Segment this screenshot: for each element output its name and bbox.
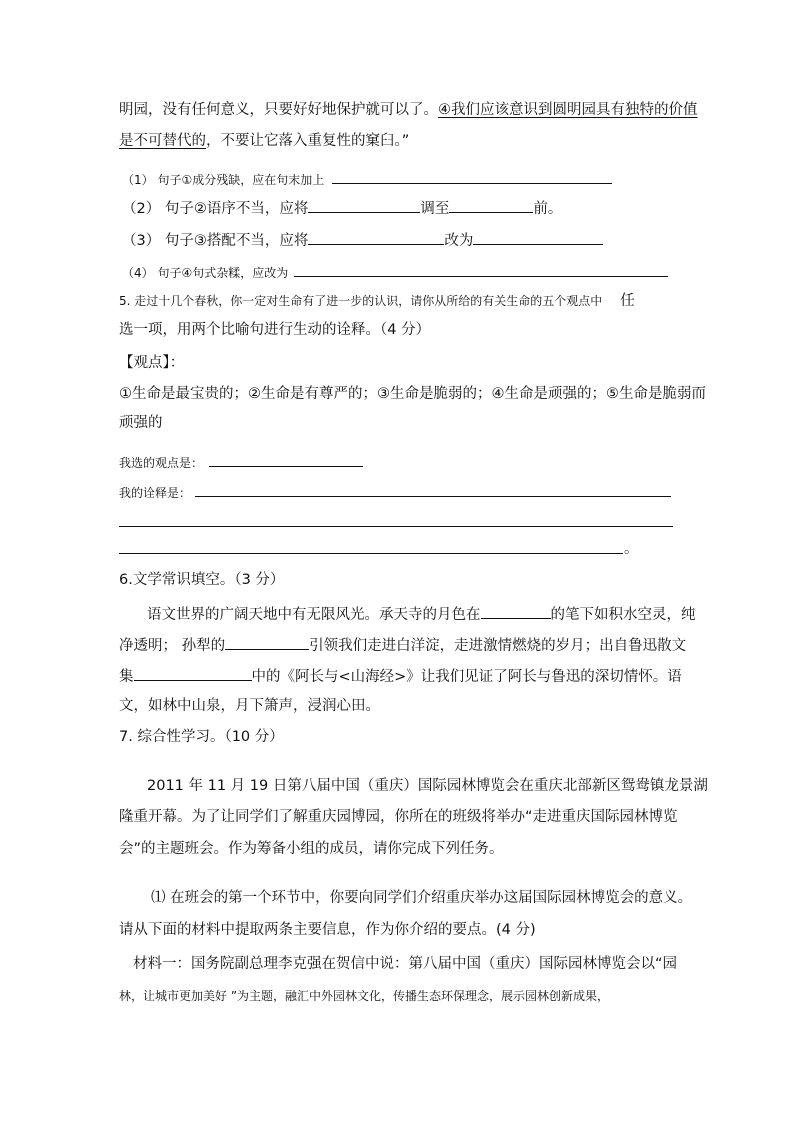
- answer-blank[interactable]: [332, 169, 612, 184]
- q5-chosen: [119, 452, 363, 470]
- answer-blank[interactable]: [473, 230, 603, 245]
- q4-item-2-text: （2） 句子②语序不当，应将: [122, 201, 309, 217]
- q4-item-4: [122, 262, 668, 280]
- answer-blank[interactable]: [134, 666, 252, 681]
- q5-prompt-line-2: 选一项，用两个比喻句进行生动的诠释。（4 分）: [119, 322, 431, 338]
- q5-interpret: [119, 482, 671, 500]
- answer-blank[interactable]: [308, 198, 420, 213]
- q4-item-3-text: 改为: [444, 233, 474, 249]
- q5-options-line-2: 顽强的: [119, 415, 163, 431]
- underlined-sentence-4: ④我们应该意识到圆明园具有独特的价值: [438, 102, 698, 118]
- q5-prompt-line-1: [119, 293, 635, 310]
- answer-line[interactable]: [119, 553, 623, 554]
- q6-title: 6.文学常识填空。（3 分）: [119, 572, 285, 588]
- q5-prompt-text: 5. 走过十几个春秋，你一定对生命有了进一步的认识，请你从所给的有关生命的五个观点中: [119, 294, 603, 308]
- q5-interpret-label: 我的诠释是：: [119, 486, 192, 500]
- answer-blank[interactable]: [481, 604, 551, 619]
- q5-heading: 【观点】：: [119, 355, 185, 371]
- q4-item-1: [122, 169, 612, 187]
- q4-item-1-text: （1） 句子①成分残缺，应在句末加上: [122, 173, 325, 187]
- answer-line[interactable]: [119, 526, 673, 527]
- q5-options-line-1: ①生命是最宝贵的；②生命是有尊严的；③生命是脆弱的；④生命是顽强的；⑤生命是脆弱而: [119, 386, 706, 402]
- q4-item-4-text: （4） 句子④句式杂糅，应改为: [122, 266, 289, 280]
- q4-item-3-text: （3） 句子③搭配不当，应将: [122, 233, 309, 249]
- end-mark: 。: [624, 541, 639, 557]
- q4-item-2-text: 前。: [533, 201, 563, 217]
- q4-item-2-text: 调至: [420, 201, 450, 217]
- q6-text: 集: [119, 669, 134, 685]
- passage-line-2: [119, 133, 409, 150]
- q6-text: 净透明； 孙犁的: [119, 638, 226, 654]
- q5-prompt-text: 任: [620, 293, 635, 309]
- q6-text: 语文世界的广阔天地中有无限风光。承天寺的月色在: [147, 607, 481, 623]
- answer-blank[interactable]: [225, 635, 309, 650]
- answer-blank[interactable]: [209, 452, 363, 467]
- material-1-line-1: 材料一：国务院副总理李克强在贺信中说：第八届中国（重庆）国际园林博览会以“园: [133, 956, 678, 972]
- answer-blank[interactable]: [195, 482, 671, 497]
- q6-text: 的笔下如积水空灵，纯: [550, 607, 696, 623]
- underlined-sentence-4-end: 是不可替代的: [119, 133, 206, 149]
- q4-item-2: [122, 198, 562, 218]
- q6-line-2: [119, 635, 686, 655]
- material-1-line-2: 林，让城市更加美好 ”为主题，融汇中外园林文化，传播生态环保理念，展示园林创新成果，: [119, 989, 610, 1003]
- q6-line-3: [119, 666, 682, 686]
- passage-text: ，不要让它落入重复性的窠臼。”: [206, 133, 410, 149]
- answer-blank[interactable]: [308, 230, 444, 245]
- q6-line-4: 文，如林中山泉，月下箫声，浸润心田。: [119, 698, 380, 714]
- q6-line-1: [147, 604, 696, 624]
- passage-text: 明园，没有任何意义，只要好好地保护就可以了。: [119, 102, 438, 118]
- q7-title: 7. 综合性学习。（10 分）: [119, 729, 284, 745]
- q4-item-3: [122, 230, 603, 250]
- q7-sub1-line-2: 请从下面的材料中提取两条主要信息，作为你介绍的要点。(4 分): [119, 922, 536, 938]
- q7-para-line-1: 2011 年 11 月 19 日第八届中国（重庆）国际园林博览会在重庆北部新区鸳鸯镇龙景湖: [147, 778, 708, 794]
- q5-chosen-label: 我选的观点是：: [119, 456, 204, 470]
- q7-sub1-line-1: ⑴ 在班会的第一个环节中，你要向同学们介绍重庆举办这届国际园林博览会的意义。: [151, 890, 693, 906]
- q7-para-line-2: 隆重开幕。为了让同学们了解重庆园博园，你所在的班级将举办“走进重庆国际园林博览: [119, 809, 678, 825]
- answer-blank[interactable]: [449, 198, 533, 213]
- answer-blank[interactable]: [294, 262, 668, 277]
- q7-para-line-3: 会”的主题班会。作为筹备小组的成员，请你完成下列任务。: [119, 841, 504, 857]
- q6-text: 中的《阿长与<山海经>》让我们见证了阿长与鲁迅的深切情怀。语: [251, 669, 682, 685]
- passage-line-1: [119, 102, 698, 119]
- q6-text: 引领我们走进白洋淀，走进激情燃烧的岁月；出自鲁迅散文: [309, 638, 687, 654]
